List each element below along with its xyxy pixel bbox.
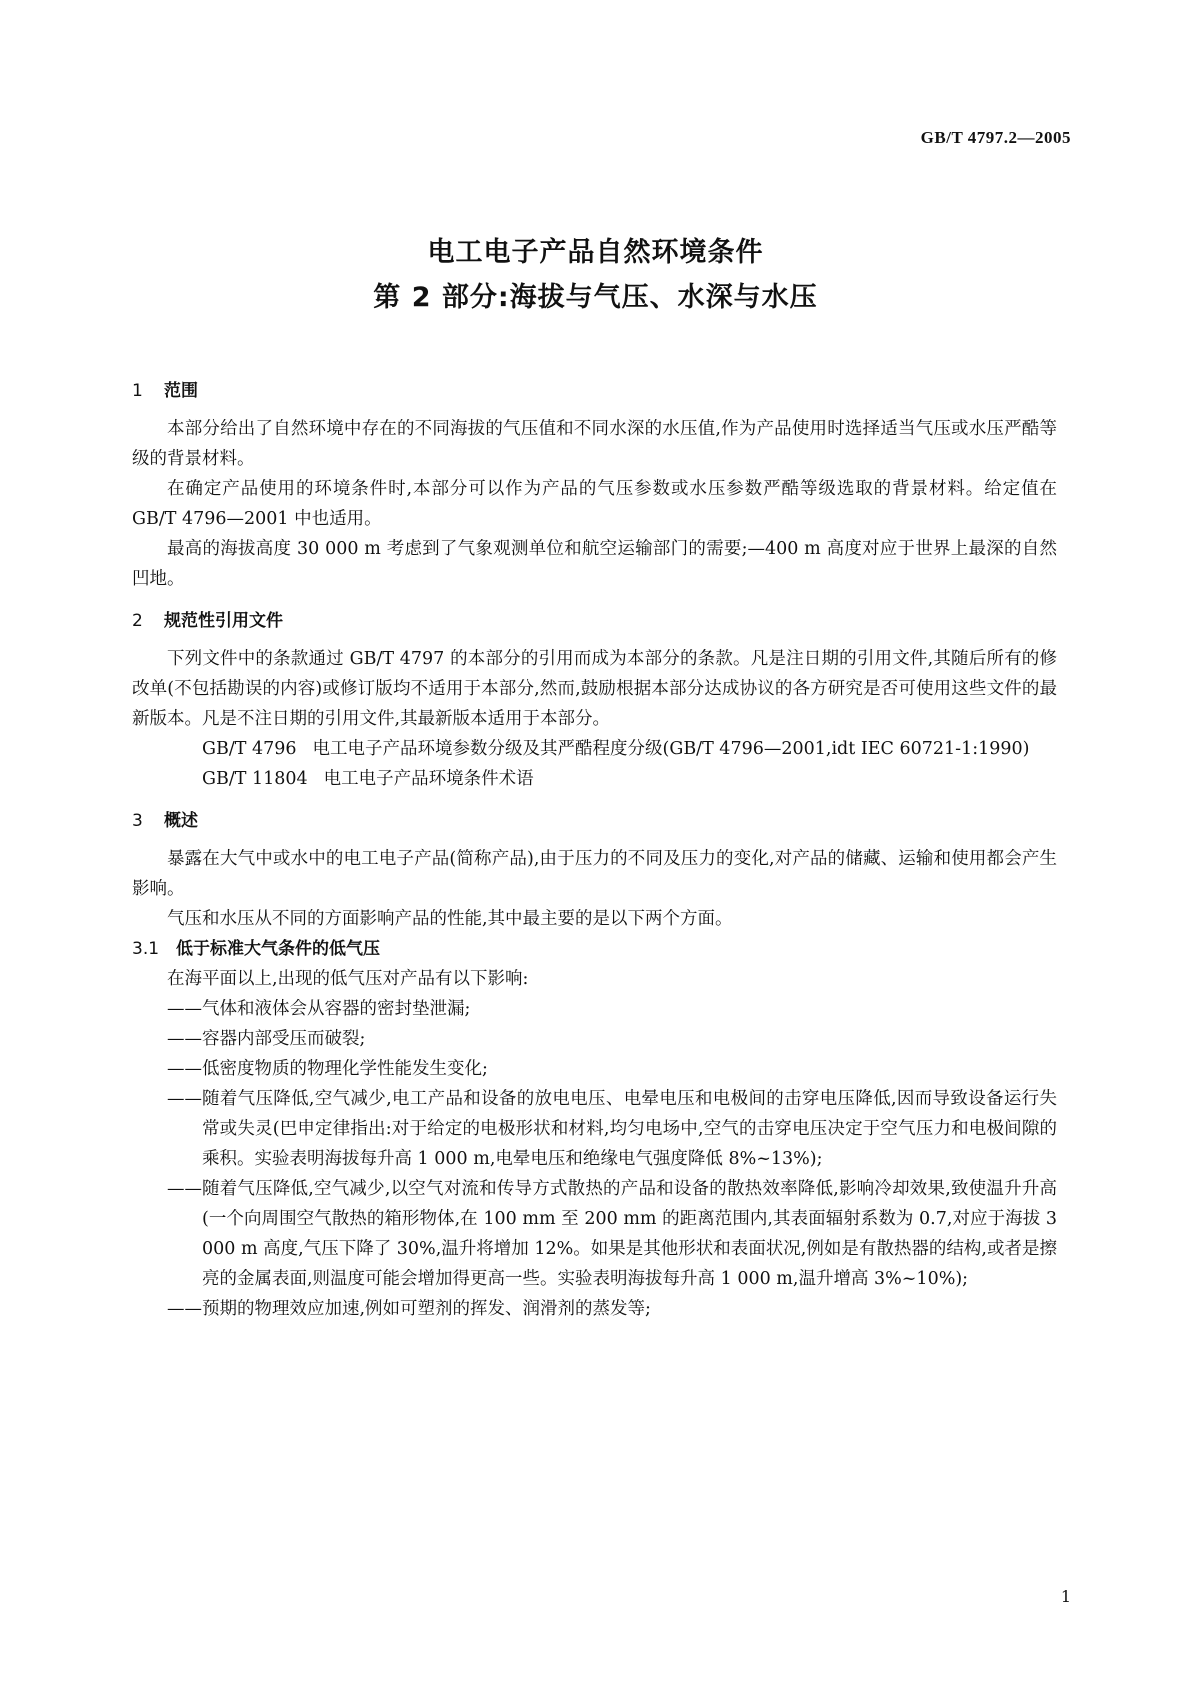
list-item bbox=[132, 1084, 1057, 1174]
normative-reference bbox=[132, 764, 1057, 794]
section-title: 范围 bbox=[164, 381, 198, 401]
list-item bbox=[132, 1024, 1057, 1054]
section-title: 规范性引用文件 bbox=[164, 611, 283, 631]
section-3-1-heading bbox=[132, 934, 1057, 964]
document-body bbox=[132, 376, 1057, 1324]
list-item-text: 低密度物质的物理化学性能发生变化; bbox=[202, 1059, 488, 1079]
list-dash: —— bbox=[167, 1029, 202, 1049]
list-item bbox=[132, 994, 1057, 1024]
list-item bbox=[132, 1174, 1057, 1294]
title-line-1: 电工电子产品自然环境条件 bbox=[427, 237, 764, 268]
section-number: 1 bbox=[132, 381, 143, 401]
list-dash: —— bbox=[167, 999, 202, 1019]
page-number: 1 bbox=[1060, 1587, 1071, 1606]
list-item bbox=[132, 1054, 1057, 1084]
paragraph: 最高的海拔高度 30 000 m 考虑到了气象观测单位和航空运输部门的需要;—400 m 高度对应于世界上最深的自然凹地。 bbox=[132, 539, 1057, 589]
list-dash: —— bbox=[167, 1299, 202, 1319]
reference-title: 电工电子产品环境参数分级及其严酷程度分级(GB/T 4796—2001,idt IEC 60721-1:1990) bbox=[312, 739, 1030, 759]
paragraph: 气压和水压从不同的方面影响产品的性能,其中最主要的是以下两个方面。 bbox=[167, 909, 733, 929]
reference-code: GB/T 4796 bbox=[202, 739, 297, 759]
paragraph: 本部分给出了自然环境中存在的不同海拔的气压值和不同水深的水压值,作为产品使用时选择适当气压或水压严酷等级的背景材料。 bbox=[132, 419, 1057, 469]
title-line-2: 第 2 部分:海拔与气压、水深与水压 bbox=[373, 282, 818, 313]
section-title: 低于标准大气条件的低气压 bbox=[176, 939, 380, 959]
section-number: 3.1 bbox=[132, 939, 160, 959]
paragraph: 在海平面以上,出现的低气压对产品有以下影响: bbox=[167, 969, 529, 989]
paragraph: 下列文件中的条款通过 GB/T 4797 的本部分的引用而成为本部分的条款。凡是注日期的引用文件,其随后所有的修改单(不包括勘误的内容)或修订版均不适用于本部分,然而,鼓励根据本部分达成协议的各方研究是否可使用这些文件的最新版本。凡是不注日期的引用文件,其最新版本适用于本部分。 bbox=[132, 649, 1057, 729]
normative-reference bbox=[132, 734, 1057, 764]
section-number: 2 bbox=[132, 611, 143, 631]
list-item-text: 预期的物理效应加速,例如可塑剂的挥发、润滑剂的蒸发等; bbox=[202, 1299, 651, 1319]
section-number: 3 bbox=[132, 811, 143, 831]
paragraph: 在确定产品使用的环境条件时,本部分可以作为产品的气压参数或水压参数严酷等级选取的背景材料。给定值在 GB/T 4796—2001 中也适用。 bbox=[132, 479, 1057, 529]
effects-list bbox=[132, 994, 1057, 1324]
list-dash: —— bbox=[167, 1059, 202, 1079]
section-2-heading bbox=[132, 606, 1057, 636]
section-1-heading bbox=[132, 376, 1057, 406]
list-dash: —— bbox=[167, 1179, 202, 1199]
section-title: 概述 bbox=[164, 811, 198, 831]
paragraph: 暴露在大气中或水中的电工电子产品(简称产品),由于压力的不同及压力的变化,对产品的储藏、运输和使用都会产生影响。 bbox=[132, 849, 1057, 899]
list-item-text: 容器内部受压而破裂; bbox=[202, 1029, 366, 1049]
reference-code: GB/T 11804 bbox=[202, 769, 308, 789]
reference-title: 电工电子产品环境条件术语 bbox=[323, 769, 534, 789]
list-item bbox=[132, 1294, 1057, 1324]
list-dash: —— bbox=[167, 1089, 202, 1109]
list-item-text: 气体和液体会从容器的密封垫泄漏; bbox=[202, 999, 471, 1019]
section-3-heading bbox=[132, 806, 1057, 836]
standard-code: GB/T 4797.2—2005 bbox=[920, 128, 1071, 147]
list-item-text: 随着气压降低,空气减少,电工产品和设备的放电电压、电晕电压和电极间的击穿电压降低,因而导致设备运行失常或失灵(巴申定律指出:对于给定的电极形状和材料,均匀电场中,空气的击穿电压决定于空气压力和电极间隙的乘积。实验表明海拔每升高 1 000 m,电晕电压和绝缘电气强度降低 8%~13%); bbox=[202, 1089, 1057, 1169]
list-item-text: 随着气压降低,空气减少,以空气对流和传导方式散热的产品和设备的散热效率降低,影响冷却效果,致使温升升高(一个向周围空气散热的箱形物体,在 100 mm 至 200 mm 的距离范围内,其表面辐射系数为 0.7,对应于海拔 3 000 m 高度,气压下降了 30%,温升将增加 12%。如果是其他形状和表面状况,例如是有散热器的结构,或者是擦亮的金属表面,则温度可能会增加得更高一些。实验表明海拔每升高 1 000 m,温升增高 3%~10%); bbox=[202, 1179, 1057, 1289]
